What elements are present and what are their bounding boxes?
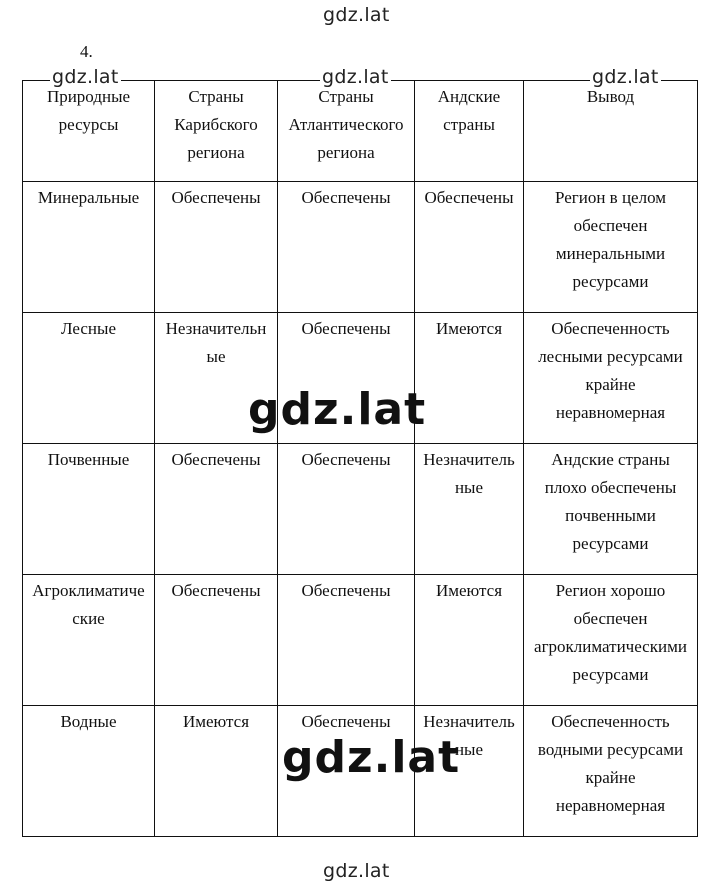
watermark-border-center: gdz.lat [322, 66, 389, 88]
header-cell-conclusion: Вывод [524, 81, 698, 182]
table-cell: Обеспечены [278, 444, 415, 575]
table-cell: Имеются [155, 706, 278, 837]
table-cell: Обеспеченность водными ресурсами крайне неравномерная [524, 706, 698, 837]
table-row [23, 575, 698, 706]
header-cell-andean: Андские страны [415, 81, 524, 182]
table-row [23, 444, 698, 575]
table-cell: Минеральные [23, 182, 155, 313]
table-cell: Имеются [415, 575, 524, 706]
watermark-border-right: gdz.lat [592, 66, 659, 88]
table-cell: Обеспечены [155, 444, 278, 575]
watermark-top: gdz.lat [323, 4, 390, 26]
table-cell: Обеспечены [278, 575, 415, 706]
table-cell: Лесные [23, 313, 155, 444]
resources-table [22, 80, 698, 837]
table-cell: Водные [23, 706, 155, 837]
watermark-bottom: gdz.lat [323, 860, 390, 882]
table-cell: Регион в целом обеспечен минеральными ресурсами [524, 182, 698, 313]
table-cell: Обеспечены [155, 182, 278, 313]
table-cell: Агроклиматиче ские [23, 575, 155, 706]
header-cell-caribbean: Страны Карибского региона [155, 81, 278, 182]
table-cell: Обеспечены [278, 313, 415, 444]
table-cell: Обеспеченность лесными ресурсами крайне неравномерная [524, 313, 698, 444]
table-row [23, 182, 698, 313]
header-cell-atlantic: Страны Атлантического региона [278, 81, 415, 182]
table-cell: Обеспечены [155, 575, 278, 706]
watermark-large-middle: gdz.lat [248, 384, 427, 435]
watermark-large-lower: gdz.lat [282, 732, 461, 783]
table-cell: Обеспечены [278, 182, 415, 313]
task-number: 4. [80, 42, 93, 61]
watermark-border-left: gdz.lat [52, 66, 119, 88]
table-cell: Обеспечены [415, 182, 524, 313]
table-cell: Имеются [415, 313, 524, 444]
table-cell: Андские страны плохо обеспечены почвенными ресурсами [524, 444, 698, 575]
table-cell: Незначитель ные [415, 444, 524, 575]
table-header-row [23, 81, 698, 182]
header-cell-resources: Природные ресурсы [23, 81, 155, 182]
table-cell: Незначитель ные [415, 706, 524, 837]
table-cell: Обеспечены [278, 706, 415, 837]
table-cell: Незначительн ые [155, 313, 278, 444]
table-cell: Почвенные [23, 444, 155, 575]
table-cell: Регион хорошо обеспечен агроклиматическими ресурсами [524, 575, 698, 706]
